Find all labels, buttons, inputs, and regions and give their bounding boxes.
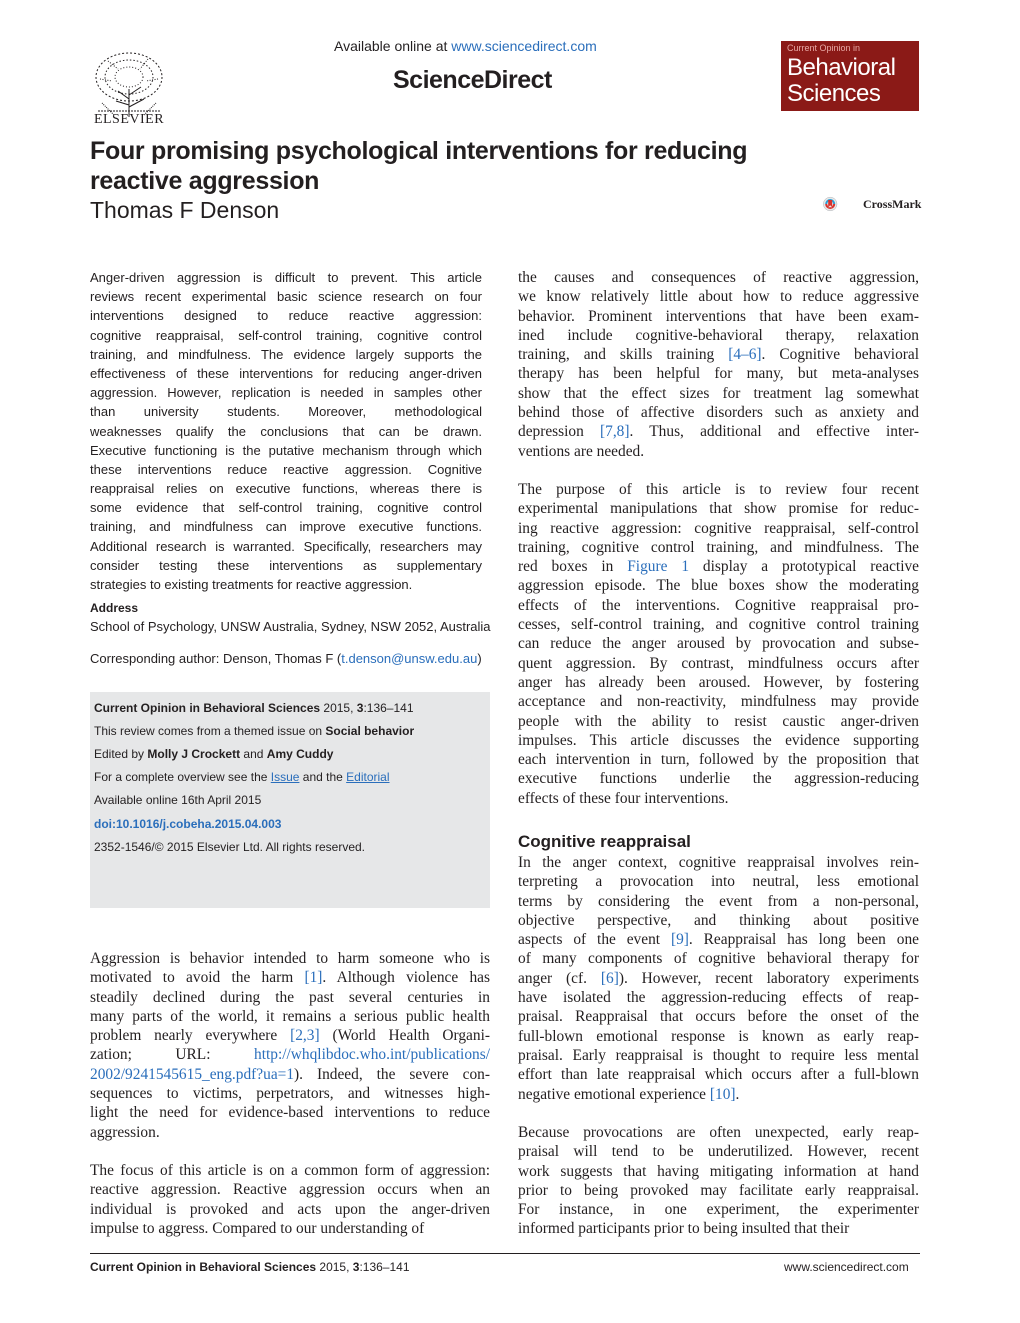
text-line: sequences to victims, perpetrators, and witnesses high- xyxy=(90,1085,490,1103)
text-line: The purpose of this article is to review four recent xyxy=(518,481,919,498)
text-line: praisal. Early reappraisal is thought to require less mental xyxy=(518,1046,919,1064)
abstract-line: effectiveness of these interventions for reducing anger-driven xyxy=(90,365,482,381)
info-citation xyxy=(94,700,414,716)
text-line: people with the ability to resist caustic anger-driven xyxy=(518,712,919,730)
article-title: Four promising psychological interventions for reducing reactive aggression xyxy=(90,137,748,195)
footer-citation xyxy=(90,1260,410,1274)
text-line: experimental manipulations that show promise for reduc- xyxy=(518,500,919,518)
text-line: individual is provoked and acts upon the anger-driven xyxy=(90,1200,490,1218)
abstract-line: weaknesses qualify the conclusions that can be drawn. xyxy=(90,423,482,439)
footer-volume: 3 xyxy=(352,1260,360,1274)
text-line: ing reactive aggression: cognitive reappraisal, self-control xyxy=(518,519,919,537)
text-line: of many components of cognitive behavioral therapy for xyxy=(518,950,919,968)
abstract-line: consider testing these interventions as supplementary xyxy=(90,557,482,573)
issue-link[interactable]: Issue xyxy=(270,770,300,784)
text-line: negative emotional experience [10]. xyxy=(518,1085,740,1103)
article-author: Thomas F Denson xyxy=(90,197,280,223)
footer-journal: Current Opinion in Behavioral Sciences xyxy=(90,1260,317,1274)
text-line: praisal will tend to be underutilized. However, recent xyxy=(518,1143,919,1161)
body-paragraph xyxy=(518,853,919,1104)
info-editor1: Molly J Crockett xyxy=(147,747,241,761)
reference-link[interactable]: [1] xyxy=(304,969,323,987)
text-line: many parts of the world, it remains a serious public health xyxy=(90,1007,490,1025)
info-overview xyxy=(94,769,390,785)
info-overview-and: and the xyxy=(299,770,347,784)
info-available: Available online 16th April 2015 xyxy=(94,793,262,807)
info-edited-and: and xyxy=(240,747,267,761)
reference-link[interactable]: Figure 1 xyxy=(627,558,690,576)
abstract xyxy=(90,268,482,594)
abstract-line: Executive functioning is the putative mechanism through which xyxy=(90,442,482,458)
text-line: ined include cognitive-behavioral therapy, relaxation xyxy=(518,326,919,344)
text-line: impulse to aggress. Compared to our understanding of xyxy=(90,1219,425,1237)
info-themed-issue xyxy=(94,723,414,739)
text-line: effort than late reappraisal which occurs after a full-blown xyxy=(518,1066,919,1084)
footer-pages: :136–141 xyxy=(359,1260,410,1274)
text-line: anger has already been aroused. However, by fostering xyxy=(518,673,919,691)
info-editors xyxy=(94,746,333,762)
text-line: praisal. Reappraisal that occurs before the onset of the xyxy=(518,1008,919,1026)
available-online-prefix: Available online at xyxy=(334,38,452,54)
text-line: can reduce the anger aroused by provocation and subse- xyxy=(518,635,919,653)
text-line: terms by considering the event from a non-personal, xyxy=(518,892,919,910)
text-line: behavior. Prominent interventions that have been exam- xyxy=(518,307,919,325)
text-line: the causes and consequences of reactive aggression, xyxy=(518,269,919,286)
text-line: cesses, self-control training, and cognitive control training xyxy=(518,616,919,634)
text-line: depression [7,8]. Thus, additional and effective inter- xyxy=(518,423,919,441)
reference-link[interactable]: [7,8] xyxy=(600,423,630,441)
text-line: motivated to avoid the harm [1]. Although violence has xyxy=(90,969,490,987)
abstract-line: strategies to existing treatments for reactive aggression. xyxy=(90,577,413,592)
section-heading: Cognitive reappraisal xyxy=(518,832,691,851)
text-line: show that the effect sizes for treatment lag somewhat xyxy=(518,384,919,402)
text-line: work suggests that having mitigating information at hand xyxy=(518,1162,919,1180)
text-line: steadily declined during the past several centuries in xyxy=(90,988,490,1006)
address-heading: Address xyxy=(90,601,139,615)
text-line: acceptance and non-reactivity, mindfulness may provide xyxy=(518,693,919,711)
journal-logo xyxy=(781,41,919,111)
text-line: In the anger context, cognitive reappraisal involves rein- xyxy=(518,854,919,871)
text-line: zation; URL: http://whqlibdoc.who.int/publications/ xyxy=(90,1046,490,1064)
info-overview-prefix: For a complete overview see the xyxy=(94,770,271,784)
reference-link[interactable]: http://whqlibdoc.who.int/publications/ xyxy=(254,1046,490,1064)
text-line: effects of the interventions. Cognitive reappraisal pro- xyxy=(518,596,919,614)
journal-logo-small-text: Current Opinion in xyxy=(787,43,861,53)
elsevier-wordmark: ELSEVIER xyxy=(93,112,165,127)
body-paragraph xyxy=(518,480,919,808)
text-line: For instance, in one experiment, the experimenter xyxy=(518,1201,919,1219)
text-line: terpreting a provocation into neutral, less emotional xyxy=(518,873,919,891)
reference-link[interactable]: [9] xyxy=(670,931,689,949)
body-paragraph xyxy=(90,949,490,1142)
abstract-line: cognitive reappraisal, self-control training, cognitive control xyxy=(90,327,482,343)
reference-link[interactable]: [4–6] xyxy=(728,346,762,364)
abstract-line: training, and mindfulness can improve executive functions. xyxy=(90,519,482,535)
info-copyright: 2352-1546/© 2015 Elsevier Ltd. All rights reserved. xyxy=(94,840,365,854)
sciencedirect-url-link[interactable]: www.sciencedirect.com xyxy=(451,38,597,54)
info-year: 2015, xyxy=(320,701,357,715)
body-paragraph xyxy=(518,268,919,461)
text-line: executive functions underlie the aggression-reducing xyxy=(518,770,919,788)
corresponding-suffix: ) xyxy=(477,651,482,666)
reference-link[interactable]: [2,3] xyxy=(290,1027,320,1045)
text-line: problem nearly everywhere [2,3] (World Health Organi- xyxy=(90,1027,490,1045)
text-line: anger (cf. [6]). However, recent laboratory experiments xyxy=(518,969,919,987)
doi-link[interactable]: doi:10.1016/j.cobeha.2015.04.003 xyxy=(94,817,282,831)
footer-url: www.sciencedirect.com xyxy=(784,1260,909,1274)
footer-year: 2015, xyxy=(316,1260,353,1274)
body-paragraph xyxy=(90,1161,490,1238)
abstract-line: some evidence that self-control training, cognitive control xyxy=(90,500,482,516)
reference-link[interactable]: [6] xyxy=(600,969,619,987)
text-line: Because provocations are often unexpected, early reap- xyxy=(518,1124,919,1141)
crossmark-label[interactable]: CrossMark xyxy=(863,197,922,211)
abstract-line: aggression. However, replication is needed in samples other xyxy=(90,385,482,401)
abstract-line: Additional research is warranted. Specifically, researchers may xyxy=(90,538,482,554)
editorial-link[interactable]: Editorial xyxy=(346,770,390,784)
reference-link[interactable]: 2002/9241545615_eng.pdf?ua=1 xyxy=(90,1065,295,1083)
info-themed-name: Social behavior xyxy=(325,724,415,738)
text-line: have isolated the aggression-reducing effects of reap- xyxy=(518,989,919,1007)
info-doi xyxy=(94,816,281,832)
text-line: training, cognitive control training, and mindfulness. The xyxy=(518,538,919,556)
sciencedirect-brand: ScienceDirect xyxy=(393,66,552,94)
text-line: reactive aggression. Reactive aggression occurs when an xyxy=(90,1181,490,1199)
text-line: each intervention in turn, followed by the proposition that xyxy=(518,751,919,769)
address-text: School of Psychology, UNSW Australia, Sydney, NSW 2052, Australia xyxy=(90,619,491,634)
abstract-line: interventions designed to reduce reactive aggression: xyxy=(90,308,482,324)
reference-link[interactable]: [10] xyxy=(709,1085,736,1103)
info-journal: Current Opinion in Behavioral Sciences xyxy=(94,701,321,715)
text-line: training, and skills training [4–6]. Cognitive behavioral xyxy=(518,346,919,364)
text-line: effects of these four interventions. xyxy=(518,789,729,807)
text-line: full-blown emotional response is known as early reap- xyxy=(518,1027,919,1045)
article-info-box xyxy=(90,692,490,908)
text-line: 2002/9241545615_eng.pdf?ua=1). Indeed, the severe con- xyxy=(90,1065,490,1083)
info-editor2: Amy Cuddy xyxy=(266,747,334,761)
journal-logo-line2: Sciences xyxy=(787,80,881,107)
text-line: aspects of the event [9]. Reappraisal has long been one xyxy=(518,931,919,949)
text-line: aggression. xyxy=(90,1123,160,1141)
text-line: quent aggression. By contrast, mindfulness occurs after xyxy=(518,654,919,672)
text-line: therapy has been helpful for many, but meta-analyses xyxy=(518,365,919,383)
abstract-line: than university students. Moreover, methodological xyxy=(90,404,482,420)
abstract-line: these interventions reduce reactive aggression. Cognitive xyxy=(90,461,482,477)
info-pages: :136–141 xyxy=(363,701,414,715)
text-line: impulses. This article discusses the evidence supporting xyxy=(518,731,919,749)
journal-logo-line1: Behavioral xyxy=(787,54,896,81)
crossmark-icon[interactable] xyxy=(823,186,863,222)
author-email-link[interactable]: t.denson@unsw.edu.au xyxy=(341,651,478,666)
text-line: behind those of affective disorders such as anxiety and xyxy=(518,404,919,422)
text-line: Aggression is behavior intended to harm someone who is xyxy=(90,950,490,967)
info-themed-prefix: This review comes from a themed issue on xyxy=(94,724,326,738)
footer-divider xyxy=(90,1253,920,1254)
body-paragraph xyxy=(518,1123,919,1239)
text-line: The focus of this article is on a common form of aggression: xyxy=(90,1162,490,1179)
text-line: objective perspective, and thinking about positive xyxy=(518,911,919,929)
text-line: aggression episode. The blue boxes show the moderating xyxy=(518,577,919,595)
text-line: red boxes in Figure 1 display a prototypical reactive xyxy=(518,558,919,576)
available-online-line xyxy=(334,38,597,54)
info-volume: 3 xyxy=(356,701,364,715)
abstract-line: training, and mindfulness. The evidence largely supports the xyxy=(90,346,482,362)
abstract-line: reappraisal relies on executive functions, whereas there is xyxy=(90,481,482,497)
corresponding-prefix: Corresponding author: Denson, Thomas F ( xyxy=(90,651,342,666)
text-line: light the need for evidence-based interventions to reduce xyxy=(90,1104,490,1122)
text-line: informed participants prior to being insulted that their xyxy=(518,1220,850,1238)
text-line: ventions are needed. xyxy=(518,442,645,460)
text-line: we know relatively little about how to reduce aggressive xyxy=(518,288,919,306)
abstract-line: Anger-driven aggression is difficult to prevent. This article xyxy=(90,270,482,285)
info-edited-prefix: Edited by xyxy=(94,747,148,761)
corresponding-author xyxy=(90,649,482,668)
text-line: prior to being provoked may facilitate early reappraisal. xyxy=(518,1181,919,1199)
abstract-line: reviews recent experimental basic science research on four xyxy=(90,289,482,305)
